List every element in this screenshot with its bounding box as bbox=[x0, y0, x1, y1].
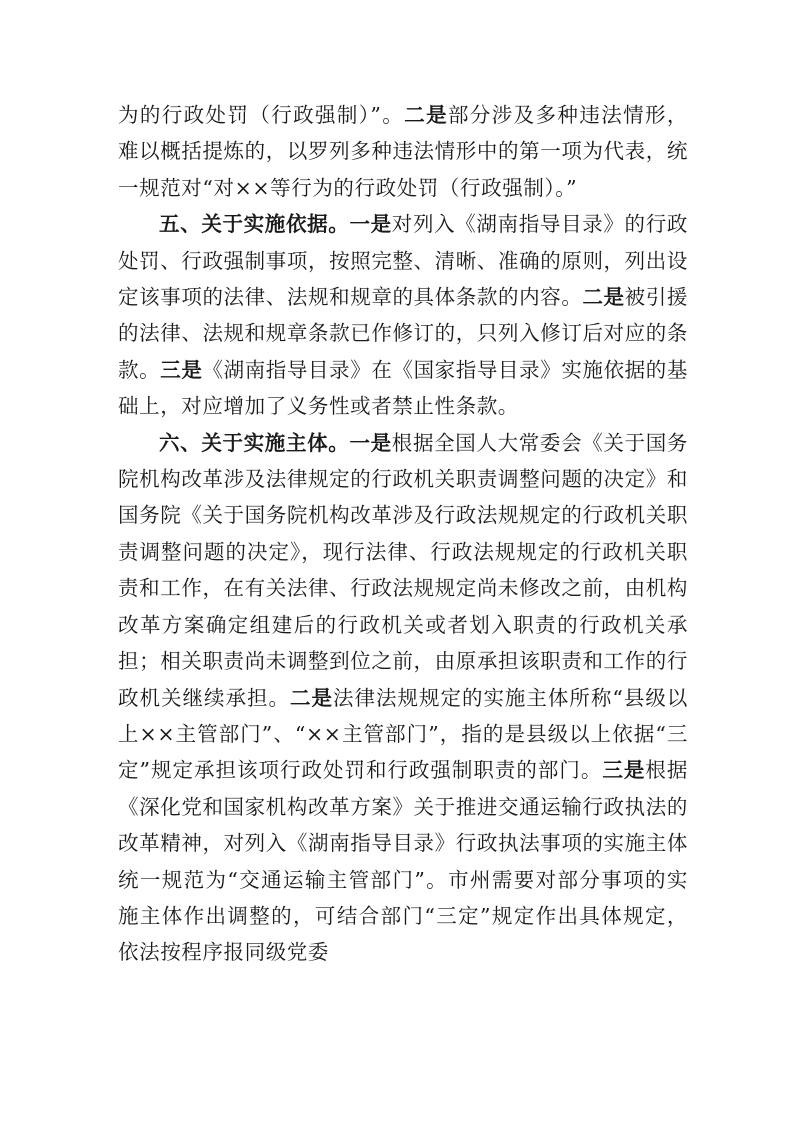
text-segment: 对列入《湖南指导目录》的行政处罚、行政强制事项，按照完整、清晰、准确的原则，列出设定该事项的法律、法规和规章的具体条款的内容。 bbox=[118, 212, 688, 310]
section-six-paragraph bbox=[118, 425, 688, 971]
bold-marker: 三是 bbox=[160, 357, 203, 382]
section-heading: 六、关于实施主体。一是 bbox=[159, 430, 392, 455]
section-five-paragraph bbox=[118, 206, 688, 424]
bold-marker: 二是 bbox=[582, 285, 625, 310]
text-segment: 根据《深化党和国家机构改革方案》关于推进交通运输行政执法的改革精神，对列入《湖南指导目录》行政执法事项的实施主体统一规范为“交通运输主管部门”。市州需要对部分事项的实施主体作出调整的，可结合部门“三定”规定作出具体规定，依法按程序报同级党委 bbox=[118, 758, 689, 965]
text-segment: 为的行政处罚（行政强制）”。 bbox=[118, 103, 405, 127]
text-segment: 部分涉及多种违法情形，难以概括提炼的，以罗列多种违法情形中的第一项为代表，统一规范对“对××等行为的行政处罚（行政强制）。” bbox=[118, 103, 688, 200]
paragraph-continuation bbox=[118, 97, 688, 206]
body-text bbox=[118, 97, 688, 971]
section-heading: 五、关于实施依据。一是 bbox=[159, 212, 392, 237]
bold-marker: 三是 bbox=[602, 758, 646, 783]
bold-marker: 二是 bbox=[289, 685, 333, 710]
bold-marker: 二是 bbox=[404, 103, 448, 127]
text-segment: 法律法规规定的实施主体所称“县级以上××主管部门”、“××主管部门”，指的是县级以上依据“三定”规定承担该项行政处罚和行政强制职责的部门。 bbox=[118, 685, 688, 783]
text-segment: 根据全国人大常委会《关于国务院机构改革涉及法律规定的行政机关职责调整问题的决定》和国务院《关于国务院机构改革涉及行政法规规定的行政机关职责调整问题的决定》，现行法律、行政法规规定的行政机关职责和工作，在有关法律、行政法规规定尚未修改之前，由机构改革方案确定组建后的行政机关或者划入职责的行政机关承担；相关职责尚未调整到位之前，由原承担该职责和工作的行政机关继续承担。 bbox=[118, 430, 688, 710]
text-segment: 《湖南指导目录》在《国家指导目录》实施依据的基础上，对应增加了义务性或者禁止性条款。 bbox=[118, 357, 689, 419]
text-segment: 被引援的法律、法规和规章条款已作修订的，只列入修订后对应的条款。 bbox=[118, 285, 688, 382]
